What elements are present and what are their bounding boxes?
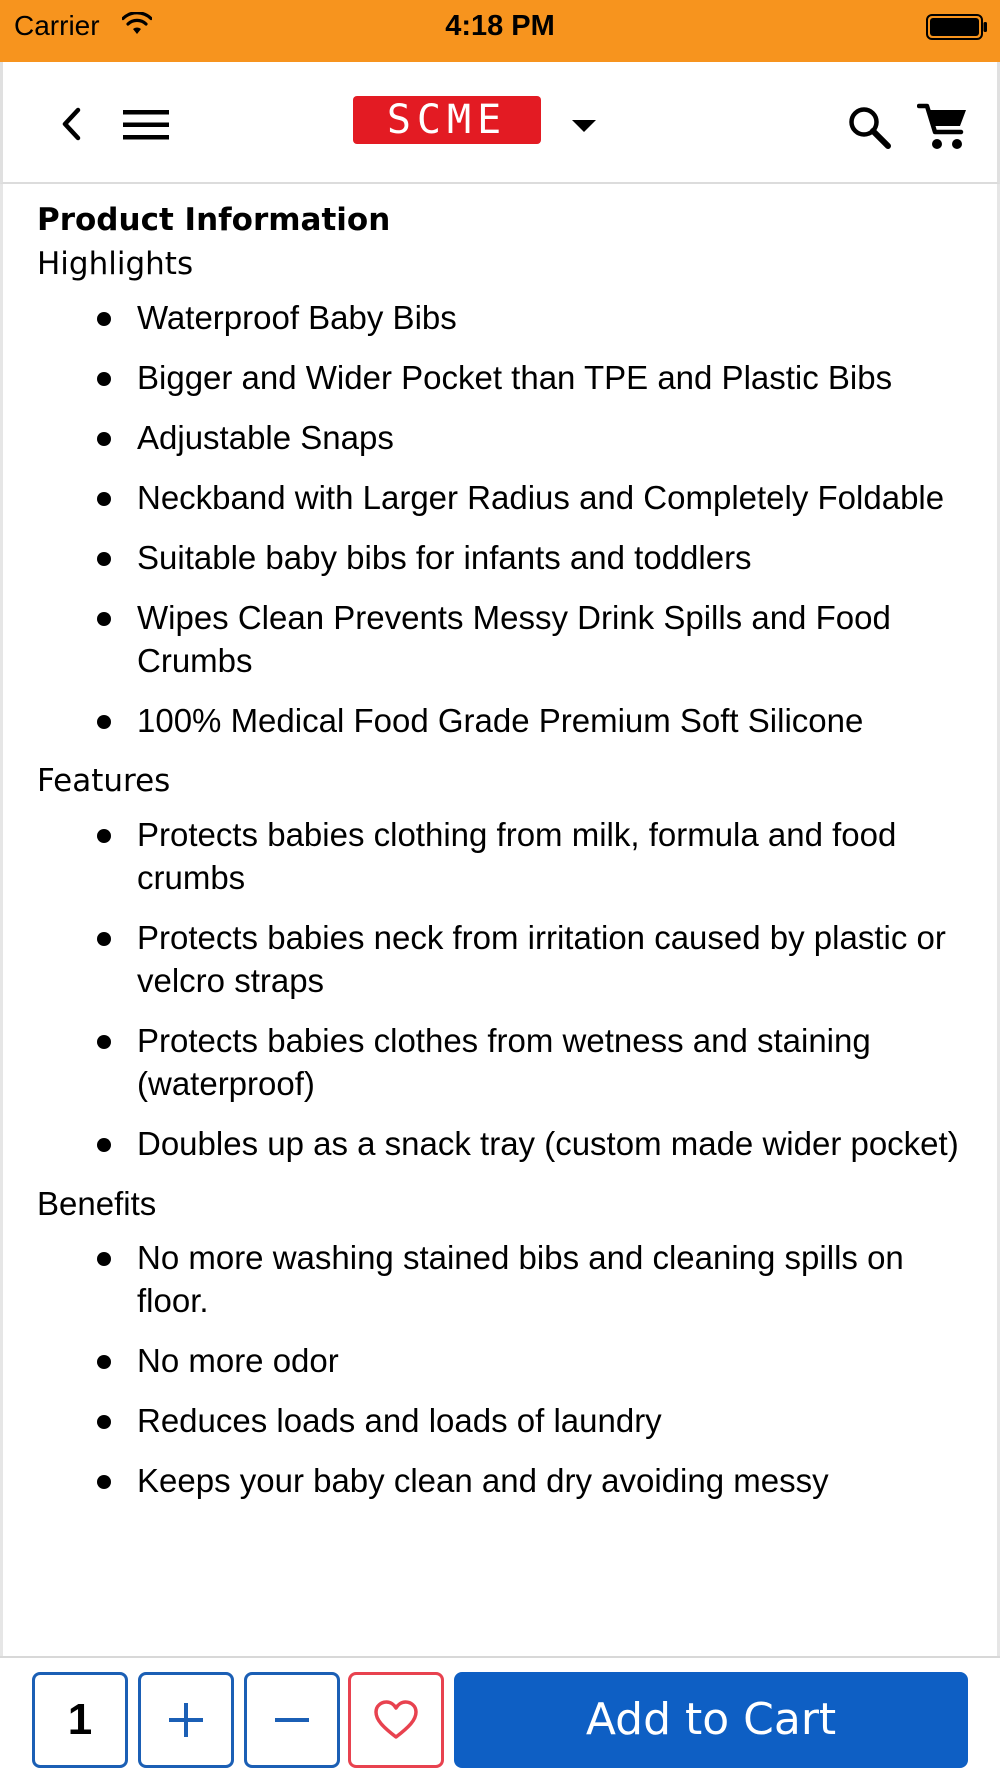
benefits-list	[37, 1236, 963, 1502]
search-icon[interactable]	[846, 104, 892, 150]
scme-logo[interactable]: SCME	[353, 96, 541, 144]
add-to-cart-button[interactable]: Add to Cart	[454, 1672, 968, 1768]
cart-icon[interactable]	[917, 102, 969, 152]
decrease-quantity-button[interactable]	[244, 1672, 340, 1768]
features-list	[37, 813, 963, 1165]
list-item: Doubles up as a snack tray (custom made wider pocket)	[137, 1122, 963, 1165]
minus-icon	[275, 1703, 309, 1737]
logo-caret-icon[interactable]	[571, 118, 597, 134]
list-item: Adjustable Snaps	[137, 416, 963, 459]
list-item: Keeps your baby clean and dry avoiding messy	[137, 1459, 963, 1502]
section-heading-highlights: Highlights	[37, 246, 194, 282]
heart-icon	[373, 1699, 419, 1741]
list-item: Protects babies neck from irritation caused by plastic or velcro straps	[137, 916, 963, 1002]
section-heading-features: Features	[37, 763, 171, 799]
list-item: Neckband with Larger Radius and Completely Foldable	[137, 476, 963, 519]
wishlist-button[interactable]	[348, 1672, 444, 1768]
highlights-list	[37, 296, 963, 742]
status-bar	[0, 0, 1000, 62]
menu-icon[interactable]	[123, 108, 169, 142]
plus-icon	[169, 1703, 203, 1737]
list-item: Waterproof Baby Bibs	[137, 296, 963, 339]
product-info-content	[0, 184, 1000, 1656]
list-item: Protects babies clothing from milk, formula and food crumbs	[137, 813, 963, 899]
app-header	[0, 62, 1000, 184]
carrier-label: Carrier	[14, 10, 100, 41]
bottom-action-bar	[0, 1656, 1000, 1778]
quantity-field[interactable]: 1	[32, 1672, 128, 1768]
list-item: Reduces loads and loads of laundry	[137, 1399, 963, 1442]
list-item: No more odor	[137, 1339, 963, 1382]
increase-quantity-button[interactable]	[138, 1672, 234, 1768]
list-item: Wipes Clean Prevents Messy Drink Spills and Food Crumbs	[137, 596, 963, 682]
product-info-title: Product Information	[37, 202, 391, 238]
list-item: Bigger and Wider Pocket than TPE and Plastic Bibs	[137, 356, 963, 399]
list-item: Protects babies clothes from wetness and staining (waterproof)	[137, 1019, 963, 1105]
list-item: 100% Medical Food Grade Premium Soft Silicone	[137, 699, 963, 742]
battery-icon	[926, 14, 988, 40]
back-icon[interactable]	[58, 106, 86, 142]
list-item: Suitable baby bibs for infants and toddlers	[137, 536, 963, 579]
status-time: 4:18 PM	[445, 10, 555, 42]
section-heading-benefits: Benefits	[37, 1185, 157, 1222]
list-item: No more washing stained bibs and cleaning spills on floor.	[137, 1236, 963, 1322]
